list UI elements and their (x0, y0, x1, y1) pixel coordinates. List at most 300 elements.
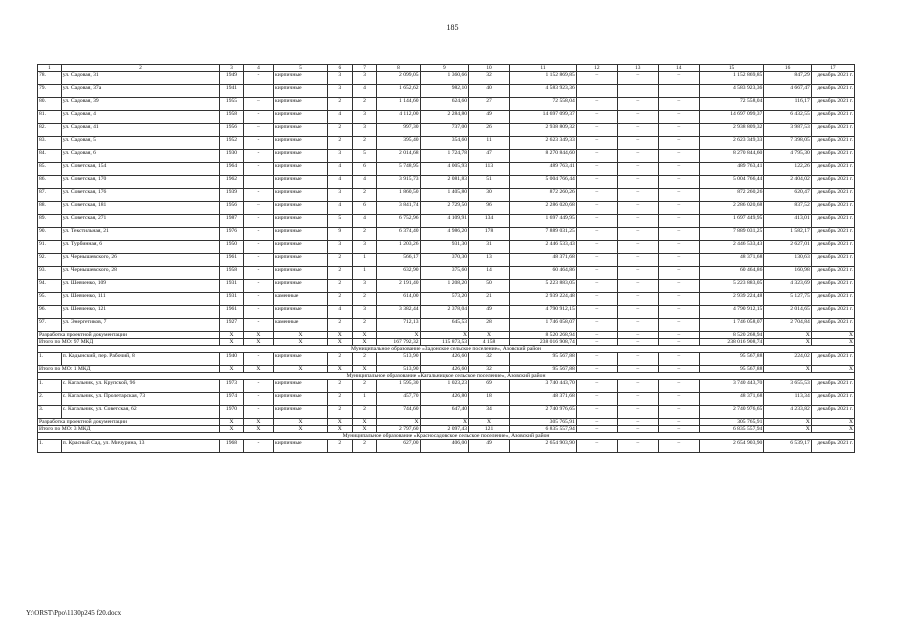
table-cell: – (658, 440, 699, 453)
table-cell: 2 740 976,65 (699, 406, 764, 419)
table-cell: 4 (327, 176, 352, 189)
table-cell: - (243, 380, 273, 393)
table-cell: 513,90 (377, 353, 420, 366)
table-cell: Итого по МО: 1 МКД (38, 366, 220, 373)
table-cell: 82. (38, 124, 62, 137)
table-cell: 2 740 976,65 (510, 406, 577, 419)
table-cell: 96. (38, 306, 62, 319)
table-cell: 1 746 058,07 (699, 319, 764, 332)
table-cell: – (658, 228, 699, 241)
table-cell: X (220, 332, 244, 339)
table-cell: 3 (352, 306, 377, 319)
table-cell: 620,47 (764, 189, 811, 202)
table-cell: 13 (617, 65, 658, 72)
table-cell: – (658, 267, 699, 280)
table-cell: X (327, 426, 352, 433)
table-cell: 2 938 809,32 (510, 124, 577, 137)
table-cell: 30 (469, 189, 510, 202)
table-cell: X (764, 419, 811, 426)
table-cell: – (617, 72, 658, 85)
table-cell: – (576, 339, 617, 346)
table-cell: 6 539,17 (764, 440, 811, 453)
table-cell: – (658, 163, 699, 176)
table-row (38, 353, 855, 366)
table-cell: 47 (469, 150, 510, 163)
table-cell: X (352, 426, 377, 433)
table-cell: - (243, 111, 273, 124)
table-cell: 69 (469, 380, 510, 393)
table-cell: 113,34 (764, 393, 811, 406)
table-cell: – (658, 254, 699, 267)
table-cell: ул. Советская, 271 (61, 215, 219, 228)
table-cell: - (243, 228, 273, 241)
table-cell: 4 583 923,36 (699, 85, 764, 98)
table-cell: – (658, 406, 699, 419)
table-cell: с. Кагальник, ул. Крупской, 96 (61, 380, 219, 393)
table-cell: 3 740 443,70 (510, 380, 577, 393)
table-cell: 83. (38, 137, 62, 150)
table-cell: 2 (352, 440, 377, 453)
section-header-row (38, 373, 855, 380)
table-cell: 1 582,17 (764, 228, 811, 241)
table-cell: 95. (38, 293, 62, 306)
table-cell: – (617, 319, 658, 332)
table-cell: X (243, 366, 273, 373)
table-cell: – (576, 189, 617, 202)
table-cell: кирпичные (274, 176, 328, 189)
table-cell: 712,13 (377, 319, 420, 332)
table-cell: 3 (352, 124, 377, 137)
table-cell: – (617, 241, 658, 254)
table-cell: - (243, 393, 273, 406)
table-cell: 1961 (220, 306, 244, 319)
housing-table (37, 64, 855, 453)
table-cell: 457,70 (377, 393, 420, 406)
table-cell: 178 (469, 228, 510, 241)
table-cell: 1955 (220, 98, 244, 111)
table-cell: – (576, 280, 617, 293)
table-cell: 632,90 (377, 267, 420, 280)
table-cell: 2 404,02 (764, 176, 811, 189)
table-cell: - (243, 137, 273, 150)
table-cell: 88. (38, 202, 62, 215)
table-cell: 72 558,04 (510, 98, 577, 111)
table-cell: - (243, 163, 273, 176)
table-cell: 2 (61, 65, 219, 72)
table-cell: X (764, 366, 811, 373)
table-cell: кирпичные (274, 241, 328, 254)
table-row (38, 202, 855, 215)
table-cell: X (274, 426, 328, 433)
table-cell: 2 (352, 137, 377, 150)
table-cell: 6 (327, 65, 352, 72)
table-cell: 15 (699, 65, 764, 72)
table-cell: 113 (469, 163, 510, 176)
table-row (38, 267, 855, 280)
table-cell: 1958 (220, 111, 244, 124)
table-cell: 95 567,88 (510, 366, 577, 373)
table-cell: 2 286 020,68 (510, 202, 577, 215)
table-cell: декабрь 2021 г. (811, 440, 854, 453)
table-cell: – (658, 393, 699, 406)
summary-row (38, 339, 855, 346)
table-cell: ул. Шевченко, 121 (61, 306, 219, 319)
table-cell: Муниципальное образование «Задонское сельское поселение», Азовский район (38, 346, 855, 353)
table-cell: декабрь 2021 г. (811, 254, 854, 267)
table-cell: 10 (469, 65, 510, 72)
table-cell: 91. (38, 241, 62, 254)
table-cell: – (576, 353, 617, 366)
table-cell: 1 208,20 (420, 280, 469, 293)
table-cell: 3 (352, 111, 377, 124)
table-cell: кирпичные (274, 72, 328, 85)
table-cell: – (658, 72, 699, 85)
table-cell: - (243, 72, 273, 85)
section-header-row (38, 433, 855, 440)
table-cell: декабрь 2021 г. (811, 124, 854, 137)
table-cell: 2. (38, 393, 62, 406)
table-cell: 60 464,86 (699, 267, 764, 280)
table-cell: 1. (38, 380, 62, 393)
table-cell: 1 144,60 (377, 98, 420, 111)
summary-row (38, 419, 855, 426)
table-row (38, 189, 855, 202)
table-cell: 5 223 883,05 (510, 280, 577, 293)
table-cell: X (420, 419, 469, 426)
table-cell: – (617, 339, 658, 346)
table-cell: 1 152 869,85 (510, 72, 577, 85)
table-cell: – (617, 176, 658, 189)
table-cell: 4 158 (469, 339, 510, 346)
table-cell: 32 (469, 72, 510, 85)
table-cell: - (243, 353, 273, 366)
table-cell: – (617, 293, 658, 306)
table-row (38, 380, 855, 393)
table-cell: 2 286 020,68 (699, 202, 764, 215)
table-cell: 1976 (220, 228, 244, 241)
table-cell: каменные (274, 293, 328, 306)
table-cell: 14 (469, 267, 510, 280)
table-cell: X (220, 366, 244, 373)
table-cell: 13 (469, 254, 510, 267)
table-cell: X (377, 332, 420, 339)
table-cell: 4 (352, 215, 377, 228)
table-cell: 837,52 (764, 202, 811, 215)
table-cell: 1 (38, 65, 62, 72)
table-cell: 2 099,05 (377, 72, 420, 85)
table-cell: 4 112,00 (377, 111, 420, 124)
table-cell: 489 763,41 (510, 163, 577, 176)
table-cell: кирпичные (274, 406, 328, 419)
table-cell: 513,90 (377, 366, 420, 373)
table-cell: X (274, 339, 328, 346)
table-cell: 847,29 (764, 72, 811, 85)
table-cell: 2 939 224,48 (510, 293, 577, 306)
table-cell: 4 790 912,15 (699, 306, 764, 319)
table-cell: 4 233,82 (764, 406, 811, 419)
table-cell: 1. (38, 353, 62, 366)
table-cell: 238 016 908,74 (699, 339, 764, 346)
table-cell: - (243, 267, 273, 280)
table-cell: кирпичные (274, 440, 328, 453)
table-cell: – (576, 380, 617, 393)
table-cell: 1940 (220, 353, 244, 366)
table-row (38, 215, 855, 228)
table-cell: – (658, 339, 699, 346)
table-cell: кирпичные (274, 306, 328, 319)
table-cell: кирпичные (274, 280, 328, 293)
table-cell: X (327, 366, 352, 373)
table-cell: – (576, 176, 617, 189)
table-cell: X (352, 419, 377, 426)
table-cell: 3 (327, 72, 352, 85)
table-cell: – (617, 124, 658, 137)
table-cell: 34 (469, 406, 510, 419)
table-cell: 1962 (220, 176, 244, 189)
table-row (38, 293, 855, 306)
table-cell: 1 360,66 (420, 72, 469, 85)
table-cell: кирпичные (274, 254, 328, 267)
table-cell: X (327, 332, 352, 339)
table-cell: Разработка проектной документации (38, 419, 220, 426)
table-cell: 4 583 923,36 (510, 85, 577, 98)
table-cell: 1970 (220, 406, 244, 419)
table-row (38, 124, 855, 137)
table-cell: 997,30 (377, 124, 420, 137)
table-cell: кирпичные (274, 380, 328, 393)
table-cell: 614,00 (377, 293, 420, 306)
table-cell: - (243, 189, 273, 202)
table-cell: – (658, 202, 699, 215)
table-cell: кирпичные (274, 150, 328, 163)
table-cell: Разработка проектной документации (38, 332, 220, 339)
table-row (38, 72, 855, 85)
table-cell: 2 378,04 (420, 306, 469, 319)
table-cell: – (617, 353, 658, 366)
table-cell: – (617, 137, 658, 150)
table-cell: X (764, 332, 811, 339)
table-row (38, 254, 855, 267)
table-cell: кирпичные (274, 228, 328, 241)
table-cell: 1 595,30 (377, 380, 420, 393)
table-cell: 130,63 (764, 254, 811, 267)
table-cell: 7 (352, 65, 377, 72)
table-cell: 79. (38, 85, 62, 98)
table-cell: декабрь 2021 г. (811, 306, 854, 319)
table-cell: 21 (469, 293, 510, 306)
table-cell: 49 (469, 306, 510, 319)
table-cell: 4 667,47 (764, 85, 811, 98)
table-cell: 1931 (220, 293, 244, 306)
table-cell: 2 704,84 (764, 319, 811, 332)
table-cell: X (352, 332, 377, 339)
table-cell: 305 765,91 (510, 419, 577, 426)
table-cell: X (811, 419, 854, 426)
table-cell: 27 (469, 98, 510, 111)
table-cell: ул. Садовая, 37а (61, 85, 219, 98)
table-cell: 4 (352, 176, 377, 189)
table-cell: 167 792,32 (377, 339, 420, 346)
table-cell: 3 (352, 72, 377, 85)
table-cell: ул. Чернышевского, 28 (61, 267, 219, 280)
table-cell: кирпичные (274, 267, 328, 280)
table-cell: - (243, 293, 273, 306)
table-cell: 86. (38, 176, 62, 189)
table-cell: ул. Советская, 181 (61, 202, 219, 215)
table-cell: 3 (327, 85, 352, 98)
table-cell: кирпичные (274, 393, 328, 406)
table-cell: 1941 (220, 85, 244, 98)
table-cell: 872 260,26 (699, 189, 764, 202)
table-cell: Итого по МО: 97 МКД (38, 339, 220, 346)
table-cell: 2 627,01 (764, 241, 811, 254)
summary-row (38, 332, 855, 339)
table-cell: 2 (327, 280, 352, 293)
table-cell: декабрь 2021 г. (811, 72, 854, 85)
table-cell: 627,00 (377, 440, 420, 453)
table-cell: 3 (327, 150, 352, 163)
table-cell: – (617, 267, 658, 280)
table-cell: 8 (377, 65, 420, 72)
table-cell: 9 (420, 65, 469, 72)
table-cell: 1968 (220, 440, 244, 453)
table-cell: X (469, 332, 510, 339)
table-cell: 48 371,68 (699, 393, 764, 406)
table-cell: 60 464,86 (510, 267, 577, 280)
table-cell: декабрь 2021 г. (811, 380, 854, 393)
table-cell: 87. (38, 189, 62, 202)
table-cell: 8 270 844,60 (510, 150, 577, 163)
table-cell: X (274, 419, 328, 426)
table-cell: 2 (327, 267, 352, 280)
table-cell: декабрь 2021 г. (811, 353, 854, 366)
table-cell: 2 (327, 406, 352, 419)
table-cell: 115 873,53 (420, 339, 469, 346)
table-cell: 2 729,50 (420, 202, 469, 215)
table-cell: 406,00 (420, 440, 469, 453)
table-cell: с. Кагальник, ул. Советская, 62 (61, 406, 219, 419)
table-cell: декабрь 2021 г. (811, 111, 854, 124)
table-cell: 1949 (220, 72, 244, 85)
table-cell: X (243, 332, 273, 339)
table-cell: – (576, 319, 617, 332)
table-cell: X (274, 332, 328, 339)
table-cell: декабрь 2021 г. (811, 150, 854, 163)
table-cell: кирпичные (274, 111, 328, 124)
table-cell: 49 (469, 440, 510, 453)
table-cell: – (658, 215, 699, 228)
table-cell: 573,20 (420, 293, 469, 306)
table-cell: – (617, 306, 658, 319)
table-cell: 1931 (220, 280, 244, 293)
table-cell: 7 889 031,25 (699, 228, 764, 241)
table-cell: каменные (274, 319, 328, 332)
table-cell: 4 (327, 306, 352, 319)
table-cell: 1 023,23 (420, 380, 469, 393)
table-cell: – (658, 124, 699, 137)
table-cell: 3 655,53 (764, 380, 811, 393)
table-cell: 95 567,88 (699, 366, 764, 373)
table-cell: 26 (469, 124, 510, 137)
table-cell: - (243, 440, 273, 453)
table-cell: 1 860,50 (377, 189, 420, 202)
table-cell: – (658, 426, 699, 433)
table-row (38, 306, 855, 319)
table-cell: 89. (38, 215, 62, 228)
table-cell: 4 005,93 (420, 163, 469, 176)
table-cell: 3 841,74 (377, 202, 420, 215)
table-cell: 2 446 533,43 (510, 241, 577, 254)
table-cell: 6 374,40 (377, 228, 420, 241)
table-cell: декабрь 2021 г. (811, 267, 854, 280)
table-cell: 9 (327, 228, 352, 241)
table-cell: 1964 (220, 163, 244, 176)
table-cell: 81. (38, 111, 62, 124)
table-cell: 6 432,55 (764, 111, 811, 124)
table-row (38, 241, 855, 254)
table-cell: 17 (811, 65, 854, 72)
table-cell: 1956 (220, 124, 244, 137)
table-cell: 2 (352, 353, 377, 366)
table-cell: 6 835 557,94 (699, 426, 764, 433)
table-cell: декабрь 2021 г. (811, 406, 854, 419)
table-cell: 1930 (220, 150, 244, 163)
table-cell: – (617, 380, 658, 393)
table-cell: – (576, 163, 617, 176)
table-cell: декабрь 2021 г. (811, 293, 854, 306)
table-cell: 95 567,88 (699, 353, 764, 366)
table-cell (243, 85, 273, 98)
table-row (38, 280, 855, 293)
table-cell: 1 152 869,85 (699, 72, 764, 85)
table-cell: 80. (38, 98, 62, 111)
table-cell: 48 371,68 (510, 393, 577, 406)
table-cell: 3 987,53 (764, 124, 811, 137)
table-row (38, 98, 855, 111)
table-cell: кирпичные (274, 85, 328, 98)
table-cell: 18 (469, 393, 510, 406)
table-cell: - (243, 306, 273, 319)
table-cell: 3 (327, 189, 352, 202)
table-cell: – (576, 306, 617, 319)
table-cell: X (327, 339, 352, 346)
table-cell: 5 (274, 65, 328, 72)
table-cell: X (420, 332, 469, 339)
table-cell: X (220, 426, 244, 433)
table-cell: 224,02 (764, 353, 811, 366)
table-cell: 7 398,05 (764, 137, 811, 150)
table-cell: – (617, 332, 658, 339)
table-cell: декабрь 2021 г. (811, 137, 854, 150)
table-cell: 93. (38, 267, 62, 280)
table-cell: 1973 (220, 380, 244, 393)
table-cell: 92. (38, 254, 62, 267)
table-cell: 95 567,88 (510, 353, 577, 366)
table-cell: 50 (469, 280, 510, 293)
table-cell: X (274, 366, 328, 373)
table-cell: декабрь 2021 г. (811, 215, 854, 228)
table-cell: 1 405,80 (420, 189, 469, 202)
table-cell: 2 938 809,32 (699, 124, 764, 137)
table-cell: 5 (352, 150, 377, 163)
table-cell: 931,30 (420, 241, 469, 254)
table-cell: – (658, 111, 699, 124)
table-cell: 122,26 (764, 163, 811, 176)
table-cell: X (811, 366, 854, 373)
table-cell: 90. (38, 228, 62, 241)
table-row (38, 111, 855, 124)
table-cell: 2 (352, 406, 377, 419)
